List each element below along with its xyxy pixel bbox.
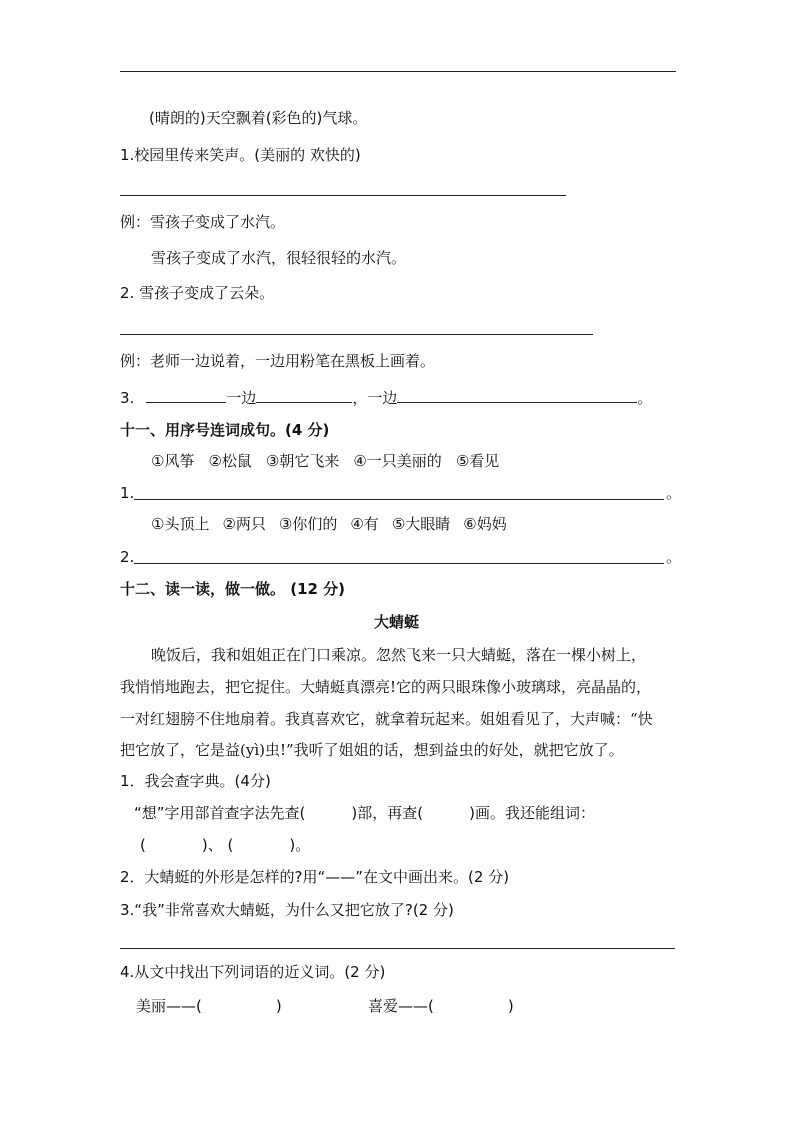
- passage-title: 大蜻蜓: [374, 613, 420, 631]
- word-1-2: ②松鼠: [208, 452, 252, 470]
- s11-q2-period: 。: [666, 548, 682, 566]
- section-11-title: 十一、用序号连词成句。(4 分): [120, 421, 330, 439]
- dictionary-question-line-2: [140, 835, 310, 855]
- s11-q1-period: 。: [666, 484, 682, 502]
- q3-yibian-1: 一边: [226, 389, 257, 407]
- example-2-answer: 雪孩子变成了水汽，很轻很轻的水汽。: [151, 249, 407, 267]
- header-rule: [120, 71, 676, 72]
- synonym-beautiful-label: 美丽——(: [136, 997, 202, 1015]
- example-adjective-sentence: (晴朗的)天空飘着(彩色的)气球。: [149, 109, 368, 127]
- dict-text-b: )部，再查(: [351, 804, 424, 822]
- synonym-like-label: 喜爱——(: [368, 997, 434, 1015]
- q3-yibian-2: ，一边: [352, 389, 398, 407]
- word-2-6: ⑥妈妈: [463, 515, 507, 533]
- passage-line-2: 我悄悄地跑去，把它捉住。大蜻蜓真漂亮!它的两只眼珠像小玻璃球，亮晶晶的，: [120, 678, 652, 696]
- q3-blank-1[interactable]: [146, 386, 226, 403]
- word-2-1: ①头顶上: [151, 515, 210, 533]
- word-1-3: ③朝它飞来: [265, 452, 340, 470]
- answer-line-s11-q1[interactable]: [134, 499, 664, 500]
- q3-blank-3[interactable]: [397, 386, 637, 403]
- answer-line-s11-q2[interactable]: [134, 563, 664, 564]
- word-1-1: ①风筝: [151, 452, 195, 470]
- synonym-like: [368, 996, 514, 1016]
- s11-q1-number: 1.: [120, 484, 135, 502]
- dictionary-question-line-1: [134, 803, 595, 823]
- word-set-1: [151, 451, 499, 471]
- word-2-2: ②两只: [222, 515, 266, 533]
- dict-text-a: “想”字用部首查字法先查(: [134, 804, 306, 822]
- passage-line-1: 晚饭后，我和姐姐正在门口乘凉。忽然飞来一只大蜻蜓，落在一棵小树上，: [151, 646, 647, 664]
- word-1-5: ⑤看见: [455, 452, 500, 470]
- q3-blank-2[interactable]: [256, 386, 352, 403]
- question-1-prompt: 1.校园里传来笑声。(美丽的 欢快的): [120, 146, 361, 164]
- section-12-title: 十二、读一读，做一做。 (12 分): [120, 580, 346, 598]
- word-2-5: ⑤大眼睛: [391, 515, 451, 533]
- synonym-beautiful: [136, 996, 282, 1016]
- answer-line-p-q3[interactable]: [120, 948, 675, 949]
- word-1-4: ④一只美丽的: [353, 452, 442, 470]
- word-2-3: ③你们的: [278, 515, 338, 533]
- word-paren-open: (: [140, 836, 146, 854]
- synonym-beautiful-close: ): [275, 997, 282, 1015]
- question-3: [120, 386, 652, 408]
- word-paren-mid: )、 (: [201, 836, 234, 854]
- passage-question-2: 2．大蜻蜓的外形是怎样的?用“——”在文中画出来。(2 分): [120, 868, 510, 886]
- passage-question-4: 4.从文中找出下列词语的近义词。(2 分): [120, 963, 386, 981]
- word-set-2: [151, 514, 507, 534]
- example-3: 例：老师一边说着，一边用粉笔在黑板上画着。: [120, 352, 436, 370]
- q3-number: 3.: [120, 389, 135, 407]
- answer-line-q2[interactable]: [120, 334, 593, 335]
- word-paren-close: )。: [289, 836, 311, 854]
- synonym-like-close: ): [507, 997, 514, 1015]
- passage-question-3: 3.“我”非常喜欢大蜻蜓，为什么又把它放了?(2 分): [120, 901, 454, 919]
- passage-question-1: 1．我会查字典。(4分): [120, 772, 271, 790]
- dict-text-c: )画。我还能组词：: [469, 804, 595, 822]
- word-2-4: ④有: [350, 515, 379, 533]
- example-2-label: 例：雪孩子变成了水汽。: [120, 213, 286, 231]
- passage-line-4: 把它放了，它是益(yì)虫!”我听了姐姐的话，想到益虫的好处，就把它放了。: [120, 741, 624, 759]
- answer-line-q1[interactable]: [120, 195, 566, 196]
- question-2-prompt: 2. 雪孩子变成了云朵。: [120, 284, 275, 302]
- passage-line-3: 一对红翅膀不住地扇着。我真喜欢它，就拿着玩起来。姐姐看见了，大声喊：“快: [120, 710, 653, 728]
- s11-q2-number: 2.: [120, 548, 135, 566]
- q3-period: 。: [637, 389, 653, 407]
